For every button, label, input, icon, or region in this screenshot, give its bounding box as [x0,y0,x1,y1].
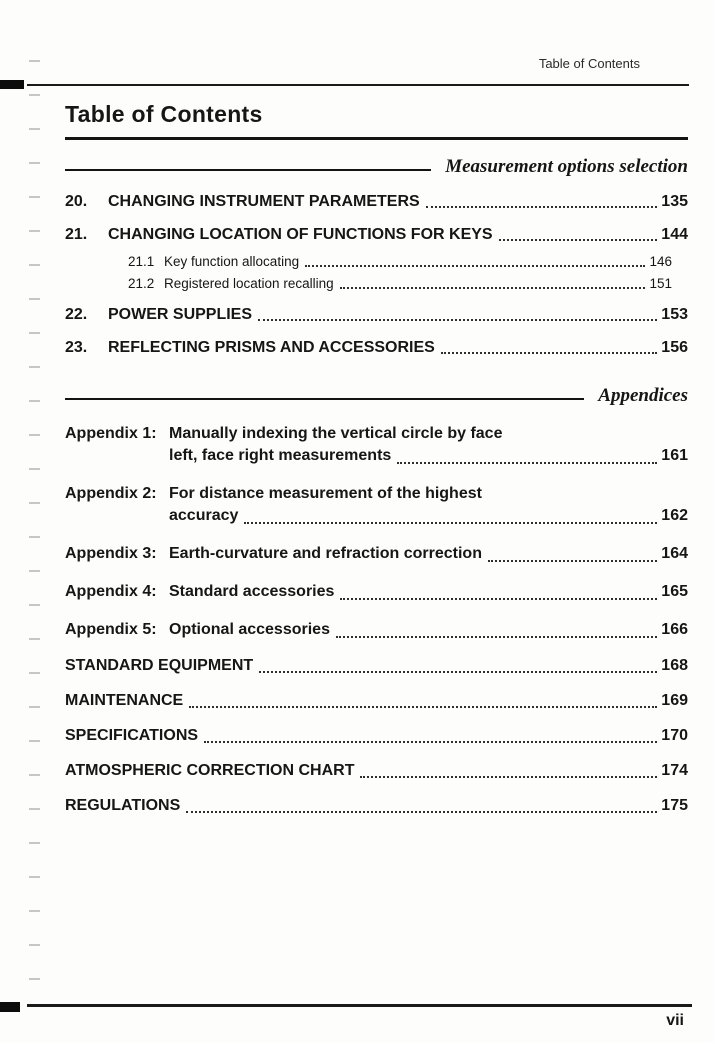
entry-page-number: 174 [661,762,688,779]
entry-number: 21. [65,226,88,243]
toc-subentry [65,254,688,269]
entry-number: 20. [65,193,88,210]
appendix-label: Appendix 4: [65,583,157,600]
entry-page-number: 166 [661,621,688,638]
section-heading-measurement [65,156,688,178]
entry-title: SPECIFICATIONS [65,727,199,744]
entry-page-number: 162 [661,507,688,524]
entry-page-number: 168 [661,657,688,674]
entry-title: ATMOSPHERIC CORRECTION CHART [65,762,355,779]
entry-number: 21.2 [128,276,155,291]
appendix-entry-body [169,423,688,467]
toc-entry [65,193,688,211]
entry-page-number: 170 [661,727,688,744]
binding-mark-bottom [0,1002,20,1012]
footer-rule [27,1004,692,1007]
section-rule [65,169,431,171]
appendix-entry-body [169,581,688,603]
toc-entry [65,726,688,746]
entry-title-row [169,581,688,603]
entry-page-number: 164 [661,545,688,562]
entry-title: MAINTENANCE [65,692,184,709]
page-title: Table of Contents [65,101,688,140]
dot-leader [426,206,658,208]
toc-entry [65,483,688,527]
page-number: vii [666,1012,684,1029]
binding-mark-top [0,80,24,89]
dot-leader [258,319,657,321]
entry-number: 23. [65,339,88,356]
dot-leader [305,265,645,267]
entry-title: CHANGING INSTRUMENT PARAMETERS [108,193,420,210]
toc-entry [65,423,688,467]
dot-leader [340,598,657,600]
entry-title: CHANGING LOCATION OF FUNCTIONS FOR KEYS [108,226,493,243]
dot-leader [397,462,657,464]
appendix-label: Appendix 1: [65,425,157,442]
toc-entry [65,226,688,244]
entry-page-number: 153 [661,306,688,323]
dot-leader [441,352,657,354]
dot-leader [186,811,657,813]
entry-title: STANDARD EQUIPMENT [65,657,254,674]
toc-entry [65,339,688,357]
entry-number: 21.1 [128,254,155,269]
entry-title-line: left, face right measurements [169,447,392,464]
entry-page-number: 146 [649,254,672,269]
header-rule [27,84,689,86]
entry-number: 22. [65,306,88,323]
appendix-entry-body [169,543,688,565]
appendix-entry-body [169,619,688,641]
entry-title: Key function allocating [164,254,300,269]
section-heading-label: Appendices [598,385,688,406]
entry-page-number: 161 [661,447,688,464]
toc-entry [65,619,688,641]
appendix-entry-body [169,483,688,527]
toc-entry [65,796,688,816]
entry-title-line: Earth-curvature and refraction correction [169,545,482,562]
entry-title-row [169,543,688,565]
entry-title: POWER SUPPLIES [108,306,253,323]
toc-entry [65,543,688,565]
entry-title-line: Manually indexing the vertical circle by face [169,425,503,442]
dot-leader [499,239,658,241]
dot-leader [244,522,657,524]
dot-leader [259,671,657,673]
dot-leader [204,741,657,743]
dot-leader [189,706,657,708]
toc-entry [65,761,688,781]
appendix-label: Appendix 2: [65,485,157,502]
entry-page-number: 151 [649,276,672,291]
entry-page-number: 156 [661,339,688,356]
entry-page-number: 144 [661,226,688,243]
section-heading-appendices [65,385,688,407]
dot-leader [488,560,657,562]
entry-page-number: 135 [661,193,688,210]
toc-subentry [65,276,688,291]
section-rule [65,398,584,400]
entry-title-line: For distance measurement of the highest [169,485,482,502]
entry-page-number: 175 [661,797,688,814]
section-heading-label: Measurement options selection [445,156,688,177]
running-header: Table of Contents [538,56,640,71]
toc-entry [65,656,688,676]
entry-title: REFLECTING PRISMS AND ACCESSORIES [108,339,435,356]
entry-page-number: 165 [661,583,688,600]
dot-leader [336,636,657,638]
entry-title: REGULATIONS [65,797,181,814]
entry-title-row [169,445,688,467]
entry-page-number: 169 [661,692,688,709]
toc-entry [65,306,688,324]
toc-entry [65,581,688,603]
entry-title: Registered location recalling [164,276,334,291]
dot-leader [340,287,646,289]
dot-leader [360,776,657,778]
scan-artifact-marks [29,60,43,998]
entry-title-line: Standard accessories [169,583,335,600]
entry-title-row [169,619,688,641]
entry-title-line: Optional accessories [169,621,330,638]
toc-entry [65,691,688,711]
appendix-label: Appendix 5: [65,621,157,638]
entry-title-line: accuracy [169,507,239,524]
toc-content [65,101,688,816]
appendix-label: Appendix 3: [65,545,157,562]
entry-title-row [169,505,688,527]
